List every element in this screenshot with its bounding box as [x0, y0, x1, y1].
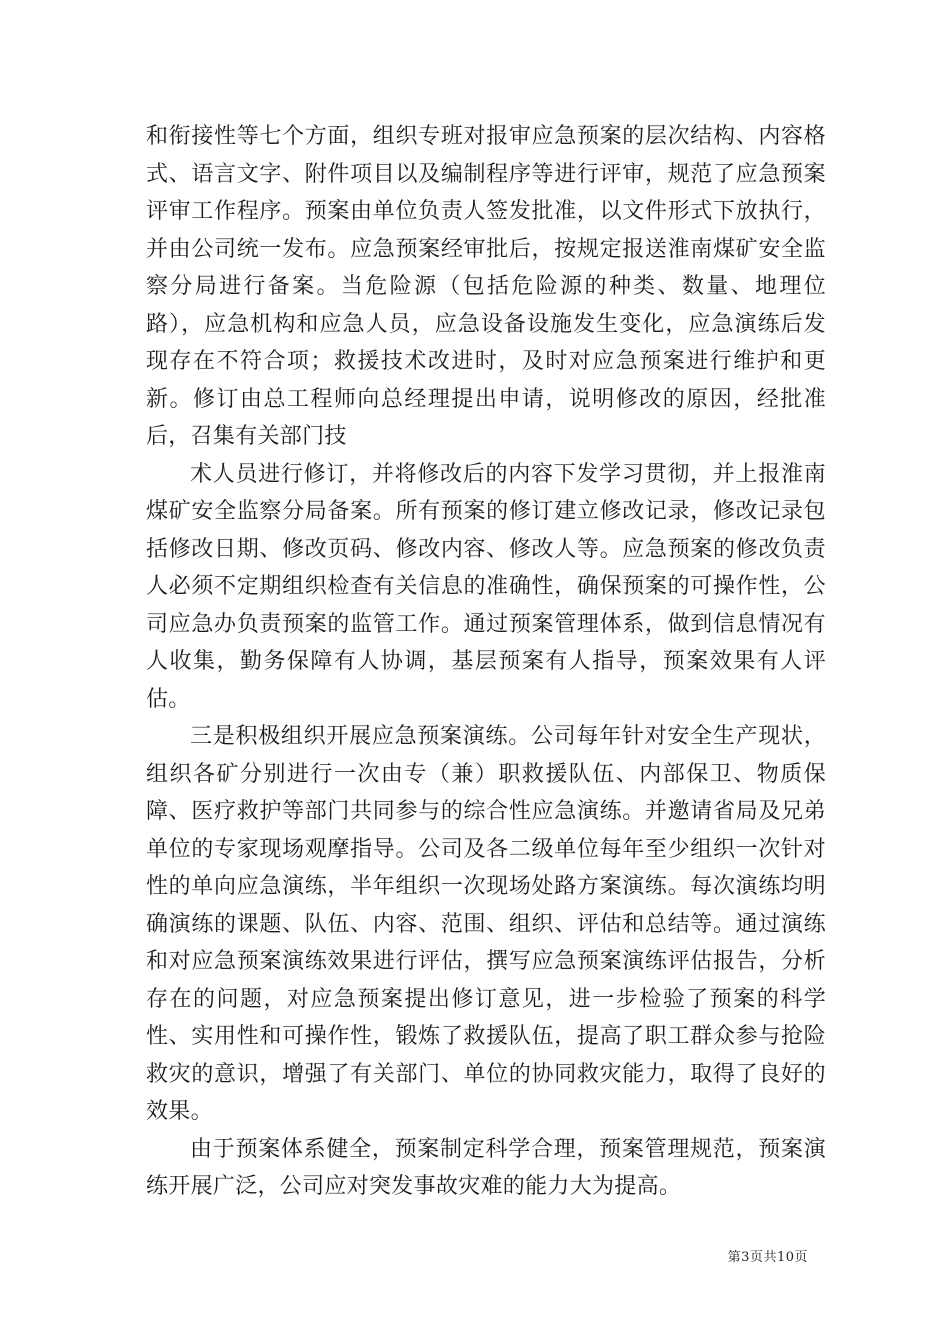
paragraph-1: 和衔接性等七个方面，组织专班对报审应急预案的层次结构、内容格式、语言文字、附件项目以及编制程序等进行评审，规范了应急预案评审工作程序。预案由单位负责人签发批准，以文件形式下放执行，并由公司统一发布。应急预案经审批后，按规定报送淮南煤矿安全监察分局进行备案。当危险源（包括危险源的种类、数量、地理位路），应急机构和应急人员，应急设备设施发生变化，应急演练后发现存在不符合项；救援技术改进时，及时对应急预案进行维护和更新。修订由总工程师向总经理提出申请，说明修改的原因，经批准后，召集有关部门技	[146, 124, 826, 449]
document-body	[146, 118, 826, 1206]
paragraph-3: 三是积极组织开展应急预案演练。公司每年针对安全生产现状，组织各矿分别进行一次由专（兼）职救援队伍、内部保卫、物质保障、医疗救护等部门共同参与的综合性应急演练。并邀请省局及兄弟单位的专家现场观摩指导。公司及各二级单位每年至少组织一次针对性的单向应急演练，半年组织一次现场处路方案演练。每次演练均明确演练的课题、队伍、内容、范围、组织、评估和总结等。通过演练和对应急预案演练效果进行评估，撰写应急预案演练评估报告，分析存在的问题，对应急预案提出修订意见，进一步检验了预案的科学性、实用性和可操作性，锻炼了救援队伍，提高了职工群众参与抢险救灾的意识，增强了有关部门、单位的协同救灾能力，取得了良好的效果。	[146, 724, 826, 1124]
paragraph-4: 由于预案体系健全，预案制定科学合理，预案管理规范，预案演练开展广泛，公司应对突发事故灾难的能力大为提高。	[146, 1136, 826, 1199]
paragraph-2: 术人员进行修订，并将修改后的内容下发学习贯彻，并上报淮南煤矿安全监察分局备案。所有预案的修订建立修改记录，修改记录包括修改日期、修改页码、修改内容、修改人等。应急预案的修改负责人必须不定期组织检查有关信息的准确性，确保预案的可操作性，公司应急办负责预案的监管工作。通过预案管理体系，做到信息情况有人收集，勤务保障有人协调，基层预案有人指导，预案效果有人评估。	[146, 461, 826, 712]
page-number-footer: 第3页共10页	[727, 1250, 808, 1265]
